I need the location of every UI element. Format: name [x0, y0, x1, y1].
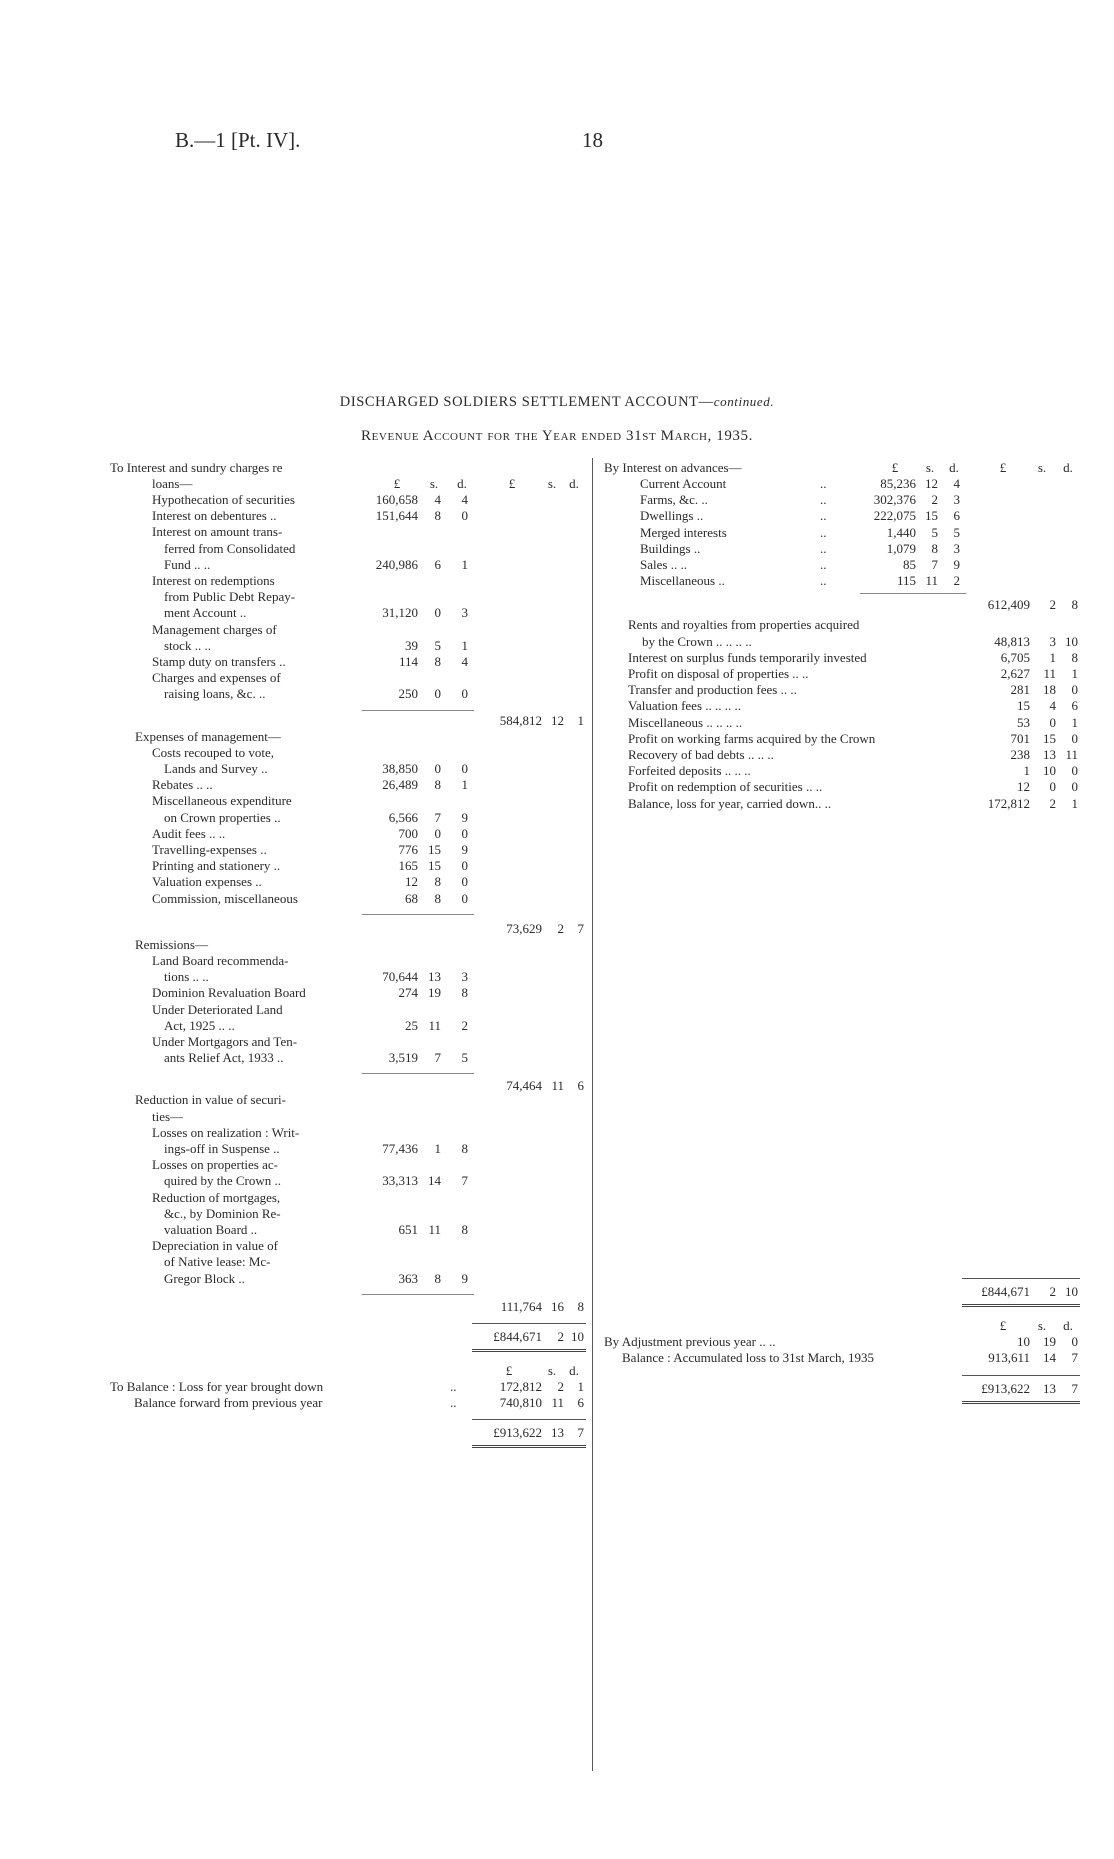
inner-pound-header: £ [891, 460, 899, 475]
loan-row-label: Interest on redemptions [152, 573, 275, 588]
reduction-total-pounds: 111,764 [500, 1298, 542, 1314]
credit-row-amount-shillings: 0 [1049, 714, 1056, 730]
left-grand-total-double-rule [472, 1349, 586, 1352]
advances-total-pounds: 612,409 [987, 597, 1030, 613]
loan-row-label: ment Account .. [164, 605, 247, 621]
advance-row-amount-shillings: 2 [931, 492, 938, 508]
advance-row-amount-shillings: 12 [925, 476, 938, 491]
advance-row-amount-pence: 3 [953, 492, 960, 508]
remission-row-label: Dominion Revaluation Board [152, 985, 306, 1001]
credit-row-label: by the Crown .. .. .. .. [642, 633, 752, 649]
credit-row-amount-shillings: 2 [1049, 795, 1056, 811]
advance-row-amount-pounds: 302,376 [873, 492, 916, 508]
remissions-total-shillings: 11 [551, 1078, 564, 1094]
remission-row-amount-shillings: 13 [428, 969, 441, 985]
advance-row-amount-pence: 2 [953, 573, 960, 589]
balance-shilling-header: s. [547, 1362, 557, 1378]
remissions-heading: Remissions— [135, 936, 208, 952]
balance-forward-amount-pence: 6 [577, 1395, 584, 1411]
loan-row-amount-shillings: 8 [434, 508, 441, 524]
remission-row-label: Under Mortgagors and Ten- [152, 1034, 298, 1049]
balance-forward-amount-shillings: 11 [551, 1395, 564, 1411]
loan-row-amount-pence: 3 [461, 605, 468, 621]
right-final-total-shillings: 13 [1043, 1380, 1056, 1396]
loan-row-label: raising loans, &c. .. [164, 686, 266, 702]
balance-loss-amount-pence: 1 [577, 1379, 584, 1394]
balance-shilling-header: s. [1037, 1318, 1047, 1333]
loan-row-amount-pence: 0 [461, 508, 468, 524]
credit-row-amount-shillings: 3 [1049, 633, 1056, 649]
balance-loss-amount-shillings: 2 [557, 1379, 564, 1394]
expense-row-label: Travelling-expenses .. [152, 842, 267, 857]
expense-row-amount-pounds: 38,850 [382, 761, 418, 776]
expense-row-amount-pounds: 165 [398, 858, 418, 874]
loan-row-label: Hypothecation of securities [152, 492, 295, 507]
expense-row-amount-pence: 9 [461, 842, 468, 857]
credit-row-amount-pence: 0 [1071, 763, 1078, 779]
reduction-heading-cont: ties— [152, 1108, 184, 1124]
balance-loss-amount-pounds: 172,812 [499, 1379, 542, 1394]
credit-row-label: Forfeited deposits .. .. .. [628, 763, 751, 779]
inner-pound-header: £ [393, 476, 401, 491]
advance-row-amount-pounds: 222,075 [873, 508, 916, 524]
outer-pound-header: £ [508, 476, 516, 491]
credit-row-label: Profit on working farms acquired by the Crown [628, 730, 876, 746]
advance-row-amount-pence: 6 [953, 508, 960, 524]
balance-forward-amount-pounds: 740,810 [499, 1395, 542, 1411]
reduction-total-pence: 8 [577, 1298, 584, 1314]
adjustment-previous-year: By Adjustment previous year .. .. [604, 1334, 776, 1350]
credit-row-amount-pounds: 238 [1010, 747, 1030, 762]
left-grand-total-rule [472, 1323, 586, 1324]
loan-row-amount-pounds: 151,644 [375, 508, 418, 524]
balance-dots: .. [450, 1395, 457, 1411]
inner-shilling-header: s. [925, 460, 935, 475]
right-grand-total-double-rule [962, 1304, 1080, 1307]
expense-row-label: Commission, miscellaneous [152, 890, 298, 906]
advance-row-dots: .. [820, 557, 827, 572]
loan-row-amount-shillings: 8 [434, 654, 441, 669]
credit-row-amount-pence: 11 [1065, 747, 1078, 762]
center-divider [592, 458, 593, 1771]
reduction-row-label: Losses on realization : Writ- [152, 1124, 300, 1140]
remission-row-label: ants Relief Act, 1933 .. [164, 1050, 284, 1066]
remission-row-amount-shillings: 7 [434, 1050, 441, 1066]
advance-row-label: Farms, &c. .. [640, 492, 708, 508]
expense-row-label: Rebates .. .. [152, 777, 213, 793]
advance-row-amount-pence: 9 [953, 557, 960, 572]
remission-row-amount-pence: 3 [461, 969, 468, 985]
credit-row-amount-pence: 10 [1065, 633, 1078, 649]
expense-row-label: Miscellaneous expenditure [152, 793, 292, 809]
expense-row-amount-pounds: 26,489 [382, 777, 418, 793]
expense-row-amount-shillings: 8 [434, 874, 441, 890]
credit-row-amount-pence: 1 [1071, 666, 1078, 681]
remission-row-amount-pounds: 274 [398, 985, 418, 1001]
credit-row-label: Balance, loss for year, carried down.. .. [628, 795, 832, 811]
advance-row-label: Merged interests [640, 524, 727, 540]
loan-row-amount-shillings: 4 [434, 492, 441, 507]
advance-row-label: Current Account [640, 476, 727, 491]
loan-row-label: from Public Debt Repay- [164, 589, 296, 605]
loan-row-label: Interest on debentures .. [152, 508, 277, 524]
reduction-row-label: Reduction of mortgages, [152, 1189, 281, 1205]
credit-row-amount-pounds: 1 [1023, 763, 1030, 779]
reduction-row-label: &c., by Dominion Re- [164, 1205, 281, 1221]
credit-row-amount-pence: 0 [1071, 682, 1078, 698]
expense-row-amount-pence: 9 [461, 809, 468, 825]
loans-total-pounds: 584,812 [499, 712, 542, 728]
advance-row-amount-shillings: 5 [931, 524, 938, 540]
loan-row-label: Stamp duty on transfers .. [152, 654, 286, 669]
expenses-heading: Expenses of management— [135, 728, 281, 744]
credit-row-label: Rents and royalties from properties acquired [628, 617, 860, 633]
loan-row-label: Fund .. .. [164, 556, 211, 572]
advance-row-dots: .. [820, 508, 827, 524]
credit-row-amount-pence: 0 [1071, 779, 1078, 795]
credit-row-amount-shillings: 18 [1043, 682, 1056, 698]
balance-pound-header: £ [999, 1318, 1007, 1333]
reduction-row-label: valuation Board .. [164, 1222, 258, 1237]
advances-total-pence: 8 [1071, 597, 1078, 613]
reduction-row-label: Depreciation in value of [152, 1238, 278, 1254]
reduction-subtotal-rule [362, 1294, 474, 1295]
credit-row-amount-pounds: 281 [1010, 682, 1030, 698]
credit-row-amount-pounds: 53 [1017, 714, 1030, 730]
accumulated-loss-amount-pence: 7 [1071, 1350, 1078, 1366]
credit-row-amount-shillings: 10 [1043, 763, 1056, 779]
reduction-row-amount-pence: 7 [461, 1173, 468, 1189]
remission-row-amount-pence: 5 [461, 1050, 468, 1066]
expense-row-amount-pence: 0 [461, 825, 468, 841]
credit-row-amount-shillings: 15 [1043, 730, 1056, 746]
accumulated-loss-balance: Balance : Accumulated loss to 31st March, 1935 [622, 1350, 875, 1366]
debit-intro: To Interest and sundry charges re [110, 460, 283, 475]
reduction-row-label: quired by the Crown .. [164, 1173, 281, 1189]
loan-row-label: Charges and expenses of [152, 670, 281, 686]
advance-row-amount-pence: 3 [953, 540, 960, 556]
credit-row-label: Profit on disposal of properties .. .. [628, 666, 809, 681]
advance-row-amount-shillings: 7 [931, 557, 938, 572]
credit-row-label: Recovery of bad debts .. .. .. [628, 747, 774, 762]
advance-row-amount-pounds: 85 [903, 557, 916, 572]
expense-row-label: Audit fees .. .. [152, 825, 226, 841]
loan-row-amount-pounds: 114 [398, 654, 418, 669]
loan-row-amount-pounds: 39 [405, 637, 418, 653]
loan-row-amount-pounds: 31,120 [382, 605, 418, 621]
remission-row-amount-pence: 8 [461, 985, 468, 1001]
loan-row-amount-shillings: 5 [434, 637, 441, 653]
reduction-row-amount-pounds: 651 [398, 1222, 418, 1237]
expense-row-amount-shillings: 15 [428, 842, 441, 857]
advance-row-dots: .. [820, 492, 827, 508]
remissions-total-pence: 6 [577, 1078, 584, 1094]
credit-row-label: Profit on redemption of securities .. .. [628, 779, 823, 795]
loan-row-label: Interest on amount trans- [152, 524, 283, 540]
remission-row-amount-pounds: 3,519 [388, 1050, 418, 1066]
advance-row-dots: .. [820, 476, 827, 491]
credit-row-amount-shillings: 11 [1043, 666, 1056, 681]
right-final-total-double-rule [962, 1401, 1080, 1404]
expense-row-amount-pounds: 12 [405, 874, 418, 890]
loans-subtotal-rule [362, 710, 474, 711]
left-final-total-double-rule [472, 1445, 586, 1448]
right-grand-total-pounds: £844,671 [981, 1284, 1030, 1299]
credit-row-amount-shillings: 1 [1049, 649, 1056, 665]
loan-row-amount-shillings: 0 [434, 686, 441, 702]
reduction-row-amount-shillings: 11 [428, 1222, 441, 1237]
credit-row-amount-shillings: 4 [1049, 698, 1056, 714]
outer-shilling-header: s. [547, 476, 557, 491]
reduction-row-label: ings-off in Suspense .. [164, 1141, 280, 1156]
advance-row-label: Dwellings .. [640, 508, 704, 524]
credit-row-amount-pounds: 2,627 [1000, 666, 1030, 681]
balance-pound-header: £ [505, 1362, 513, 1378]
reduction-row-amount-pounds: 33,313 [382, 1173, 418, 1189]
advance-row-label: Sales .. .. [640, 557, 687, 572]
reduction-row-amount-pounds: 77,436 [382, 1141, 418, 1156]
loan-row-amount-shillings: 6 [434, 556, 441, 572]
remission-row-amount-pence: 2 [461, 1017, 468, 1033]
balance-pence-header: d. [1063, 1318, 1073, 1333]
expense-row-amount-pounds: 700 [398, 825, 418, 841]
right-final-total-rule [962, 1375, 1080, 1376]
expense-row-amount-pence: 0 [461, 874, 468, 890]
advance-row-dots: .. [820, 573, 827, 589]
left-final-total-rule [472, 1419, 586, 1420]
loan-row-amount-shillings: 0 [434, 605, 441, 621]
advance-row-amount-pounds: 115 [896, 573, 916, 589]
expense-row-amount-pounds: 6,566 [388, 809, 418, 825]
advance-row-amount-shillings: 15 [925, 508, 938, 524]
balance-forward-previous: Balance forward from previous year [134, 1395, 323, 1411]
credit-row-amount-pounds: 701 [1010, 730, 1030, 746]
expense-row-amount-pence: 0 [461, 858, 468, 874]
credit-advances-heading: By Interest on advances— [604, 460, 742, 475]
loans-total-shillings: 12 [551, 712, 564, 728]
debit-intro-loans: loans— [152, 476, 193, 491]
advance-row-label: Buildings .. [640, 540, 701, 556]
page-number: 18 [582, 128, 603, 152]
expense-row-amount-shillings: 0 [434, 761, 441, 776]
loans-total-pence: 1 [577, 712, 584, 728]
loan-row-amount-pence: 0 [461, 686, 468, 702]
credit-row-amount-pounds: 48,813 [994, 633, 1030, 649]
advance-row-dots: .. [820, 540, 827, 556]
remission-row-label: Act, 1925 .. .. [164, 1017, 235, 1033]
reduction-row-amount-pounds: 363 [398, 1270, 418, 1286]
expense-row-amount-pounds: 776 [398, 842, 418, 857]
advance-row-amount-pounds: 85,236 [880, 476, 916, 491]
account-title [0, 394, 1114, 411]
credit-row-amount-shillings: 0 [1049, 779, 1056, 795]
reduction-row-amount-shillings: 8 [434, 1270, 441, 1286]
advance-row-amount-pounds: 1,440 [886, 524, 916, 540]
remissions-total-pounds: 74,464 [506, 1078, 542, 1094]
remission-row-amount-pounds: 25 [405, 1017, 418, 1033]
expense-row-amount-pounds: 68 [405, 890, 418, 906]
reduction-row-label: Gregor Block .. [164, 1270, 245, 1286]
expense-row-label: Printing and stationery .. [152, 858, 281, 874]
remission-row-label: Land Board recommenda- [152, 953, 289, 968]
loan-row-label: stock .. .. [164, 637, 211, 653]
expense-row-amount-shillings: 0 [434, 825, 441, 841]
expense-row-amount-pence: 1 [461, 777, 468, 793]
loan-row-amount-pounds: 240,986 [375, 556, 418, 572]
expense-row-amount-pence: 0 [461, 761, 468, 776]
right-grand-total-pence: 10 [1065, 1284, 1078, 1299]
page-code: B.—1 [Pt. IV]. [175, 128, 301, 152]
left-grand-total-shillings: 2 [557, 1328, 564, 1344]
advance-row-amount-shillings: 8 [931, 540, 938, 556]
left-final-total-shillings: 13 [551, 1425, 564, 1441]
advance-row-amount-pence: 4 [953, 476, 960, 491]
credit-row-amount-pence: 8 [1071, 649, 1078, 665]
adjustment-amount-pence: 0 [1071, 1334, 1078, 1350]
expenses-total-pounds: 73,629 [506, 920, 542, 936]
advance-row-label: Miscellaneous .. [640, 573, 725, 589]
loan-row-amount-pounds: 160,658 [375, 492, 418, 507]
advance-row-amount-pounds: 1,079 [886, 540, 916, 556]
outer-pence-header: d. [1063, 460, 1073, 475]
expense-row-label: Lands and Survey .. [164, 761, 268, 776]
loan-row-amount-pence: 1 [461, 556, 468, 572]
loan-row-amount-pence: 4 [461, 492, 468, 507]
account-title-main: DISCHARGED SOLDIERS SETTLEMENT ACCOUNT— [339, 394, 714, 410]
right-grand-total-rule [962, 1278, 1080, 1279]
reduction-row-amount-shillings: 14 [428, 1173, 441, 1189]
left-final-total-pence: 7 [577, 1425, 584, 1441]
remissions-subtotal-rule [362, 1073, 474, 1074]
credit-row-amount-pounds: 12 [1017, 779, 1030, 795]
expense-row-label: Costs recouped to vote, [152, 744, 275, 760]
expenses-total-shillings: 2 [557, 920, 564, 936]
adjustment-amount-pounds: 10 [1017, 1334, 1030, 1350]
accumulated-loss-amount-pounds: 913,611 [988, 1350, 1030, 1366]
right-final-total-pounds: £913,622 [981, 1380, 1030, 1396]
outer-pound-header: £ [999, 460, 1007, 475]
credit-row-label: Transfer and production fees .. .. [628, 682, 797, 698]
expense-row-amount-shillings: 8 [434, 890, 441, 906]
advances-total-shillings: 2 [1049, 597, 1056, 613]
advance-row-dots: .. [820, 524, 827, 540]
advance-row-amount-pence: 5 [953, 524, 960, 540]
loan-row-label: ferred from Consolidated [164, 540, 296, 556]
reduction-row-amount-pence: 8 [461, 1141, 468, 1156]
advances-subtotal-rule [860, 593, 966, 594]
right-grand-total-shillings: 2 [1049, 1284, 1056, 1299]
loan-row-amount-pence: 4 [461, 654, 468, 669]
remission-row-amount-pounds: 70,644 [382, 969, 418, 985]
expense-row-amount-shillings: 7 [434, 809, 441, 825]
reduction-heading: Reduction in value of securi- [135, 1092, 286, 1108]
reduction-row-label: Losses on properties ac- [152, 1157, 278, 1173]
credit-row-amount-pence: 6 [1071, 698, 1078, 714]
expenses-total-pence: 7 [577, 920, 584, 936]
loan-row-amount-pence: 1 [461, 637, 468, 653]
remission-row-amount-shillings: 19 [428, 985, 441, 1001]
adjustment-amount-shillings: 19 [1043, 1334, 1056, 1350]
reduction-total-shillings: 16 [551, 1298, 564, 1314]
inner-shilling-header: s. [429, 476, 439, 491]
credit-row-amount-shillings: 13 [1043, 747, 1056, 762]
revenue-account-subtitle: Revenue Account for the Year ended 31st March, 1935. [361, 428, 753, 444]
expense-row-amount-pence: 0 [461, 890, 468, 906]
credit-row-amount-pounds: 6,705 [1000, 649, 1030, 665]
remission-row-label: Under Deteriorated Land [152, 1001, 283, 1017]
balance-pence-header: d. [569, 1362, 579, 1378]
expense-row-amount-shillings: 15 [428, 858, 441, 874]
remission-row-label: tions .. .. [164, 969, 209, 985]
expense-row-amount-shillings: 8 [434, 777, 441, 793]
credit-row-amount-pence: 0 [1071, 730, 1078, 746]
loan-row-amount-pounds: 250 [398, 686, 418, 702]
credit-row-label: Miscellaneous .. .. .. .. [628, 714, 743, 730]
left-grand-total-pence: 10 [571, 1328, 584, 1344]
credit-row-amount-pounds: 172,812 [987, 795, 1030, 811]
credit-row-label: Interest on surplus funds temporarily invested [628, 649, 867, 665]
credit-row-amount-pence: 1 [1071, 714, 1078, 730]
inner-pence-header: d. [949, 460, 959, 475]
reduction-row-amount-pence: 8 [461, 1222, 468, 1237]
credit-row-amount-pence: 1 [1071, 795, 1078, 811]
inner-pence-header: d. [457, 476, 467, 491]
credit-row-label: Valuation fees .. .. .. .. [628, 698, 742, 714]
outer-pence-header: d. [569, 476, 579, 491]
expense-row-label: on Crown properties .. [164, 809, 281, 825]
reduction-row-amount-pence: 9 [461, 1270, 468, 1286]
loan-row-label: Management charges of [152, 621, 277, 637]
reduction-row-amount-shillings: 1 [434, 1141, 441, 1156]
account-title-continued: continued. [713, 394, 775, 409]
left-final-total-pounds: £913,622 [493, 1425, 542, 1441]
expense-row-label: Valuation expenses .. [152, 874, 262, 890]
right-final-total-pence: 7 [1071, 1380, 1078, 1396]
left-grand-total-pounds: £844,671 [493, 1328, 542, 1344]
balance-loss-brought-down: To Balance : Loss for year brought down [110, 1379, 324, 1394]
expenses-subtotal-rule [362, 914, 474, 915]
accumulated-loss-amount-shillings: 14 [1043, 1350, 1056, 1366]
advance-row-amount-shillings: 11 [925, 573, 938, 589]
outer-shilling-header: s. [1037, 460, 1047, 475]
reduction-row-label: of Native lease: Mc- [164, 1254, 271, 1270]
credit-row-amount-pounds: 15 [1017, 698, 1030, 714]
remission-row-amount-shillings: 11 [428, 1017, 441, 1033]
balance-dots: .. [450, 1379, 457, 1394]
